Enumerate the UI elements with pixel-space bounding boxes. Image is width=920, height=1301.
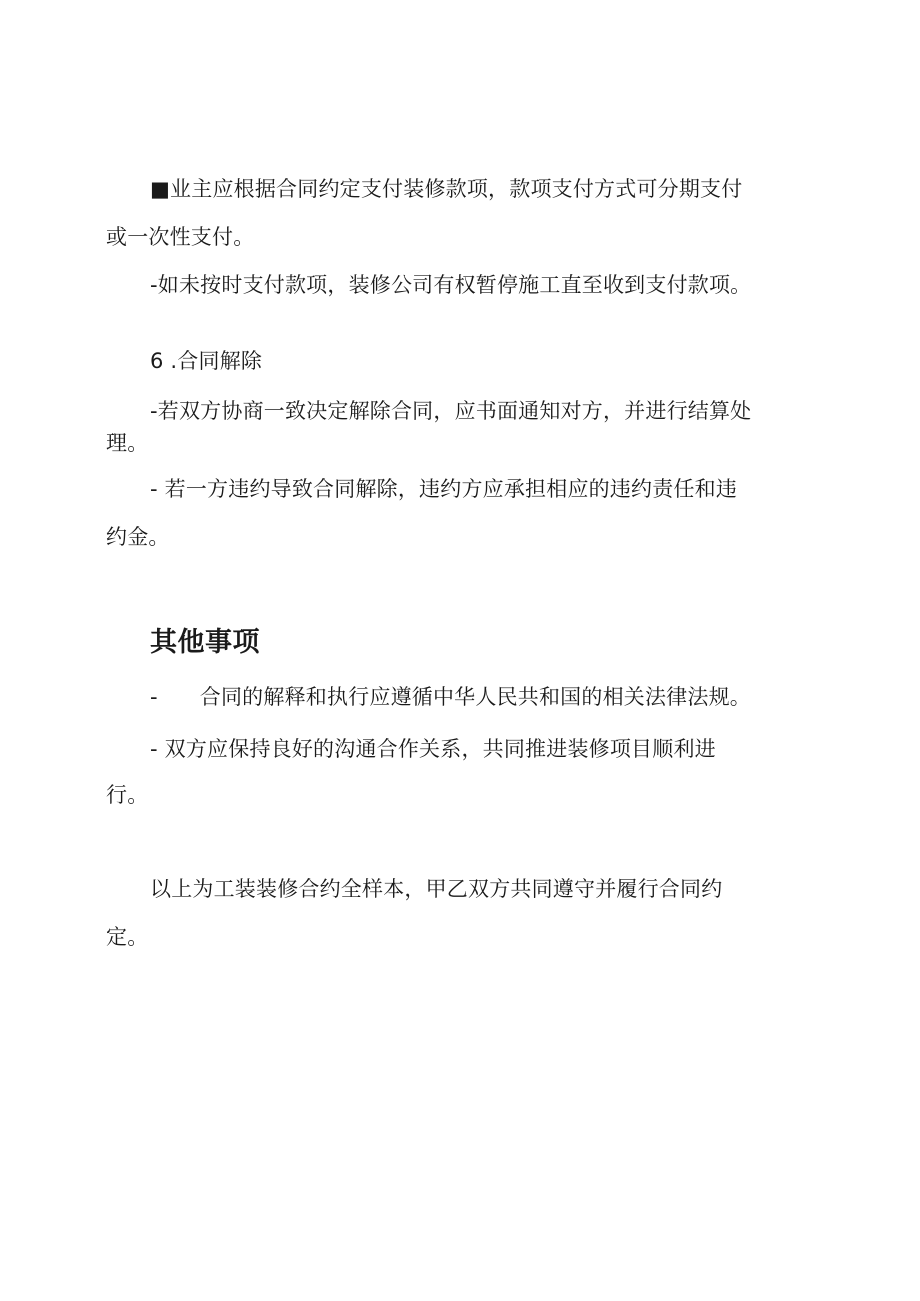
termination-item-1-line-2: 理。 bbox=[106, 431, 149, 455]
termination-section-title: 6 .合同解除 bbox=[150, 349, 263, 373]
termination-item-2-line-1: - 若一方违约导致合同解除，违约方应承担相应的违约责任和违 bbox=[150, 477, 738, 501]
termination-item-2-line-2: 约金。 bbox=[106, 525, 170, 549]
closing-line-1: 以上为工装装修合约全样本，甲乙双方共同遵守并履行合同约 bbox=[150, 877, 723, 901]
closing-line-2: 定。 bbox=[106, 925, 149, 949]
other-item-2-line-2: 行。 bbox=[106, 783, 149, 807]
payment-item-1-line-1: ■业主应根据合同约定支付装修款项，款项支付方式可分期支付 bbox=[150, 177, 743, 201]
other-item-2-line-1: - 双方应保持良好的沟通合作关系，共同推进装修项目顺利进 bbox=[150, 737, 716, 761]
payment-item-1-line-2: 或一次性支付。 bbox=[106, 225, 255, 249]
other-item-1-text: 合同的解释和执行应遵循中华人民共和国的相关法律法规。 bbox=[199, 685, 751, 709]
termination-item-1-line-1: -若双方协商一致决定解除合同，应书面通知对方，并进行结算处 bbox=[150, 399, 752, 423]
payment-item-2: -如未按时支付款项，装修公司有权暂停施工直至收到支付款项。 bbox=[150, 273, 752, 297]
other-item-1-dash: - bbox=[150, 685, 158, 709]
other-section-title: 其他事项 bbox=[150, 627, 260, 658]
other-item-1 bbox=[150, 682, 751, 712]
